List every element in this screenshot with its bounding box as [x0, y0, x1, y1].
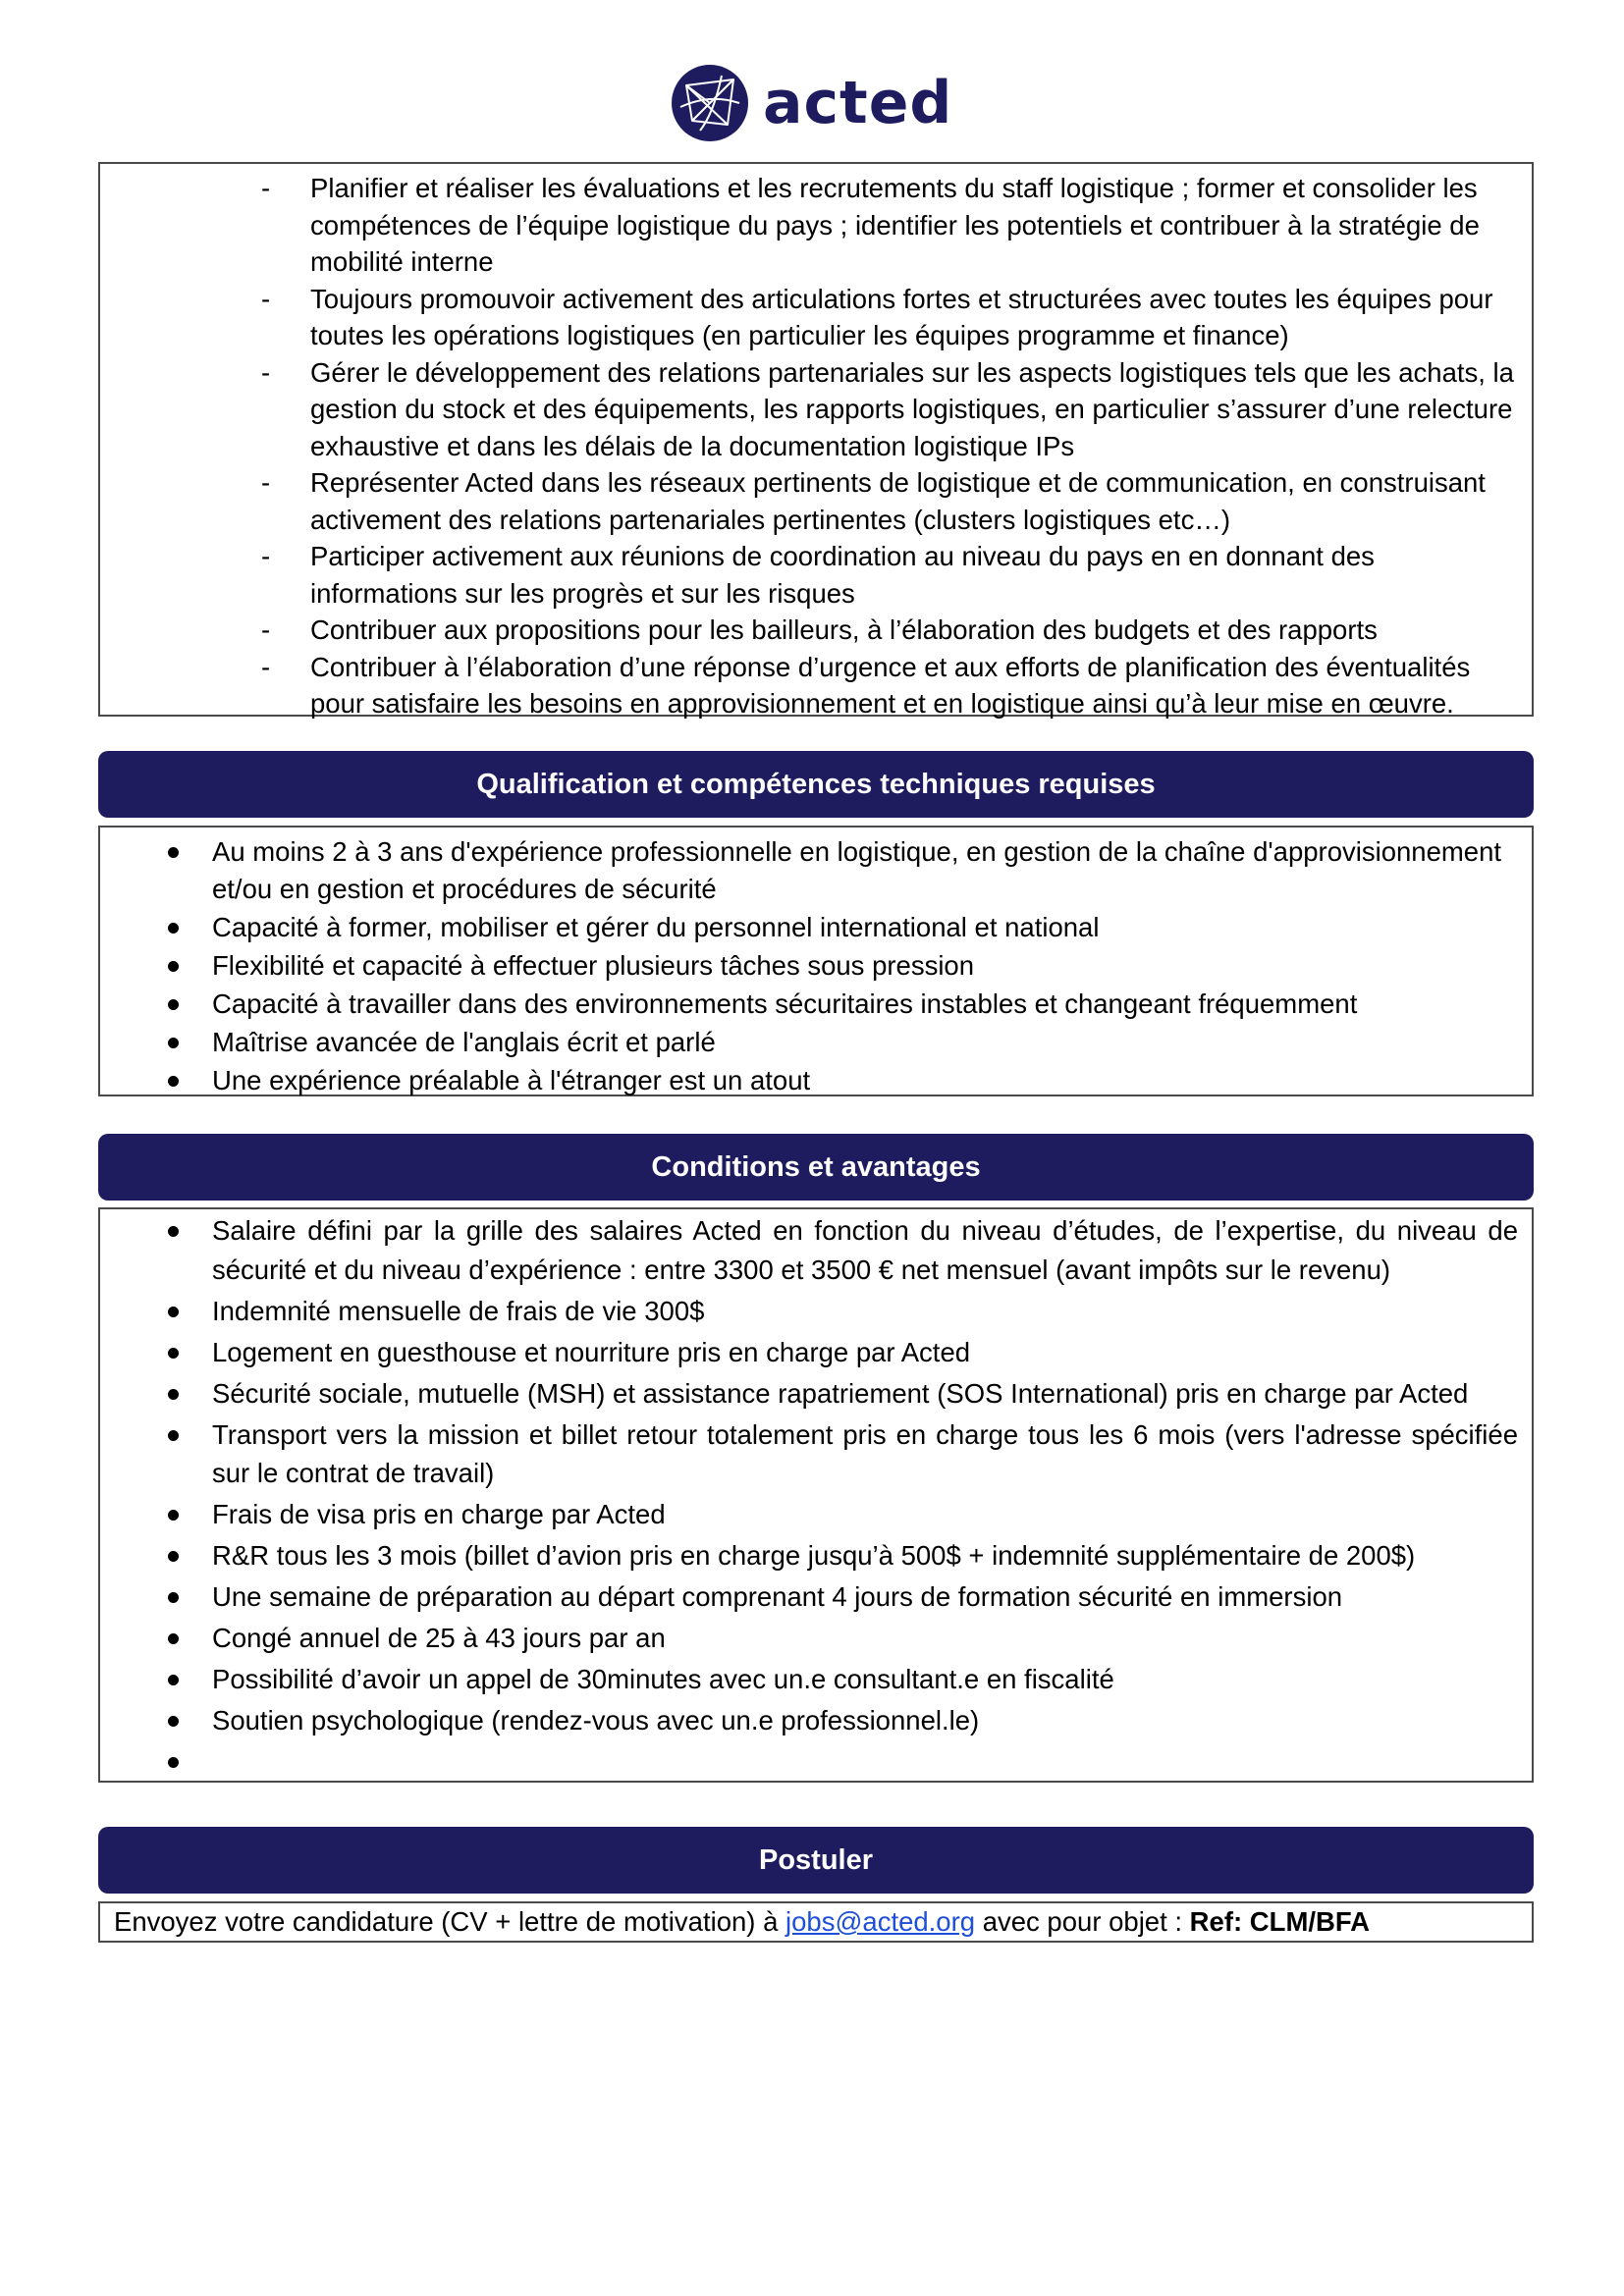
conditions-box [98, 1207, 1534, 1783]
qualifications-box [98, 826, 1534, 1096]
list-item-text: Maîtrise avancée de l'anglais écrit et parlé [212, 1026, 716, 1057]
list-item-text: Frais de visa pris en charge par Acted [212, 1499, 666, 1529]
list-item [100, 170, 1532, 281]
bullet-icon [168, 1076, 179, 1087]
list-item [100, 1577, 1532, 1617]
bullet-icon [168, 1430, 179, 1441]
bullet-icon [168, 923, 179, 934]
list-item [100, 1495, 1532, 1534]
list-item-text: Salaire défini par la grille des salaires Acted en fonction du niveau d’études, de l’expertise, du niveau de sécurité et du niveau d’expérience : entre 3300 et 3500 € net mensuel (avant impôts sur le revenu) [212, 1215, 1518, 1285]
dash-marker: - [261, 651, 271, 682]
bullet-icon [168, 1757, 179, 1768]
list-item-text: Logement en guesthouse et nourriture pris en charge par Acted [212, 1336, 971, 1367]
responsibilities-list [100, 170, 1532, 722]
bullet-icon [168, 999, 179, 1010]
list-item-text: Une expérience préalable à l'étranger est un atout [212, 1064, 811, 1095]
list-item [100, 649, 1532, 722]
list-item [100, 947, 1532, 985]
list-item [100, 986, 1532, 1023]
list-item [100, 464, 1532, 538]
bullet-icon [168, 1348, 179, 1359]
dash-marker: - [261, 541, 271, 571]
bullet-icon [168, 1551, 179, 1562]
list-item [100, 1333, 1532, 1372]
section-title: Conditions et avantages [651, 1150, 981, 1183]
list-item-text: Représenter Acted dans les réseaux pertinents de logistique et de communication, en construisant activement des relations partenariales pertinentes (clusters logistiques etc…) [310, 467, 1486, 535]
apply-instructions [114, 1903, 1370, 1941]
list-item [100, 354, 1532, 465]
section-title: Qualification et compétences techniques requises [476, 768, 1156, 800]
list-item-text: Sécurité sociale, mutuelle (MSH) et assistance rapatriement (SOS International) pris en charge par Acted [212, 1377, 1469, 1409]
list-item-text: Gérer le développement des relations partenariales sur les aspects logistiques tels que les achats, la gestion du stock et des équipements, les rapports logistiques, en particulier s’assurer d’une relecture exhaustive et dans les délais de la documentation logistique IPs [310, 356, 1514, 461]
apply-email-link[interactable]: jobs@acted.org [785, 1906, 976, 1937]
job-reference: Ref: CLM/BFA [1189, 1906, 1370, 1937]
list-item [100, 1660, 1532, 1699]
apply-box [98, 1901, 1534, 1943]
list-item-text: Toujours promouvoir activement des articulations fortes et structurées avec toutes les équipes pour toutes les opérations logistiques (en particulier les équipes programme et finance) [310, 283, 1493, 350]
list-item [100, 1701, 1532, 1740]
list-item [100, 1062, 1532, 1099]
list-item-text: Capacité à former, mobiliser et gérer du personnel international et national [212, 911, 1100, 942]
list-item-text: Transport vers la mission et billet retour totalement pris en charge tous les 6 mois (vers l'adresse spécifiée sur le contrat de travail) [212, 1418, 1518, 1488]
section-header-qualifications [98, 751, 1534, 818]
bullet-icon [168, 1307, 179, 1317]
list-item [100, 1619, 1532, 1658]
section-header-conditions [98, 1134, 1534, 1201]
section-title: Postuler [758, 1843, 874, 1876]
list-item-text: R&R tous les 3 mois (billet d’avion pris en charge jusqu’à 500$ + indemnité supplémentaire de 200$) [212, 1540, 1416, 1571]
list-item-text: Indemnité mensuelle de frais de vie 300$ [212, 1295, 705, 1326]
dash-marker: - [261, 173, 271, 203]
list-item-text: Flexibilité et capacité à effectuer plusieurs tâches sous pression [212, 949, 975, 981]
bullet-icon [168, 1633, 179, 1644]
list-item [100, 538, 1532, 612]
bullet-icon [168, 1675, 179, 1685]
list-item [100, 1415, 1532, 1493]
list-item-text: Contribuer aux propositions pour les bailleurs, à l’élaboration des budgets et des rapports [310, 614, 1378, 645]
qualifications-list [100, 833, 1532, 1100]
list-item-text: Soutien psychologique (rendez-vous avec un.e professionnel.le) [212, 1705, 980, 1735]
bullet-icon [168, 961, 179, 972]
apply-text: Envoyez votre candidature (CV + lettre de motivation) à [114, 1906, 786, 1937]
responsibilities-box [98, 162, 1534, 717]
list-item [100, 281, 1532, 354]
list-item-text: Une semaine de préparation au départ comprenant 4 jours de formation sécurité en immersion [212, 1581, 1343, 1612]
bullet-icon [168, 1038, 179, 1048]
list-item [100, 1211, 1532, 1289]
list-item-text: Possibilité d’avoir un appel de 30minutes avec un.e consultant.e en fiscalité [212, 1664, 1114, 1694]
list-item-text: Capacité à travailler dans des environnements sécuritaires instables et changeant fréquemment [212, 988, 1358, 1019]
list-item [100, 909, 1532, 946]
bullet-icon [168, 847, 179, 858]
list-item-text: Congé annuel de 25 à 43 jours par an [212, 1623, 666, 1653]
list-item-text [212, 1746, 220, 1777]
bullet-icon [168, 1716, 179, 1727]
acted-globe-icon [671, 64, 749, 142]
list-item-text: Planifier et réaliser les évaluations et les recrutements du staff logistique ; former et consolider les compétences de l’équipe logistique du pays ; identifier les potentiels et contribuer à la stratégie de mobilité interne [310, 173, 1480, 277]
dash-marker: - [261, 283, 271, 314]
bullet-icon [168, 1592, 179, 1603]
apply-text-middle: avec pour objet : [975, 1906, 1190, 1937]
list-item-text: Contribuer à l’élaboration d’une réponse d’urgence et aux efforts de planification des éventualités pour satisfaire les besoins en approvisionnement et en logistique ainsi qu’à leur mise en œuvre. [310, 651, 1471, 719]
dash-marker: - [261, 467, 271, 498]
list-item-text: Participer activement aux réunions de coordination au niveau du pays en en donnant des informations sur les progrès et sur les risques [310, 541, 1375, 609]
acted-logo [671, 63, 952, 143]
list-item [100, 1292, 1532, 1331]
section-header-apply [98, 1827, 1534, 1894]
bullet-icon [168, 1226, 179, 1237]
list-item [100, 1536, 1532, 1575]
list-item [100, 612, 1532, 649]
logo-wordmark: acted [763, 69, 953, 137]
list-item [100, 1742, 1532, 1782]
conditions-list [100, 1211, 1532, 1784]
list-item [100, 1024, 1532, 1061]
bullet-icon [168, 1389, 179, 1400]
list-item-text: Au moins 2 à 3 ans d'expérience professionnelle en logistique, en gestion de la chaîne d'approvisionnement et/ou en gestion et procédures de sécurité [212, 836, 1502, 904]
bullet-icon [168, 1510, 179, 1521]
list-item [100, 833, 1532, 907]
list-item [100, 1374, 1532, 1414]
dash-marker: - [261, 356, 271, 388]
dash-marker: - [261, 614, 271, 645]
